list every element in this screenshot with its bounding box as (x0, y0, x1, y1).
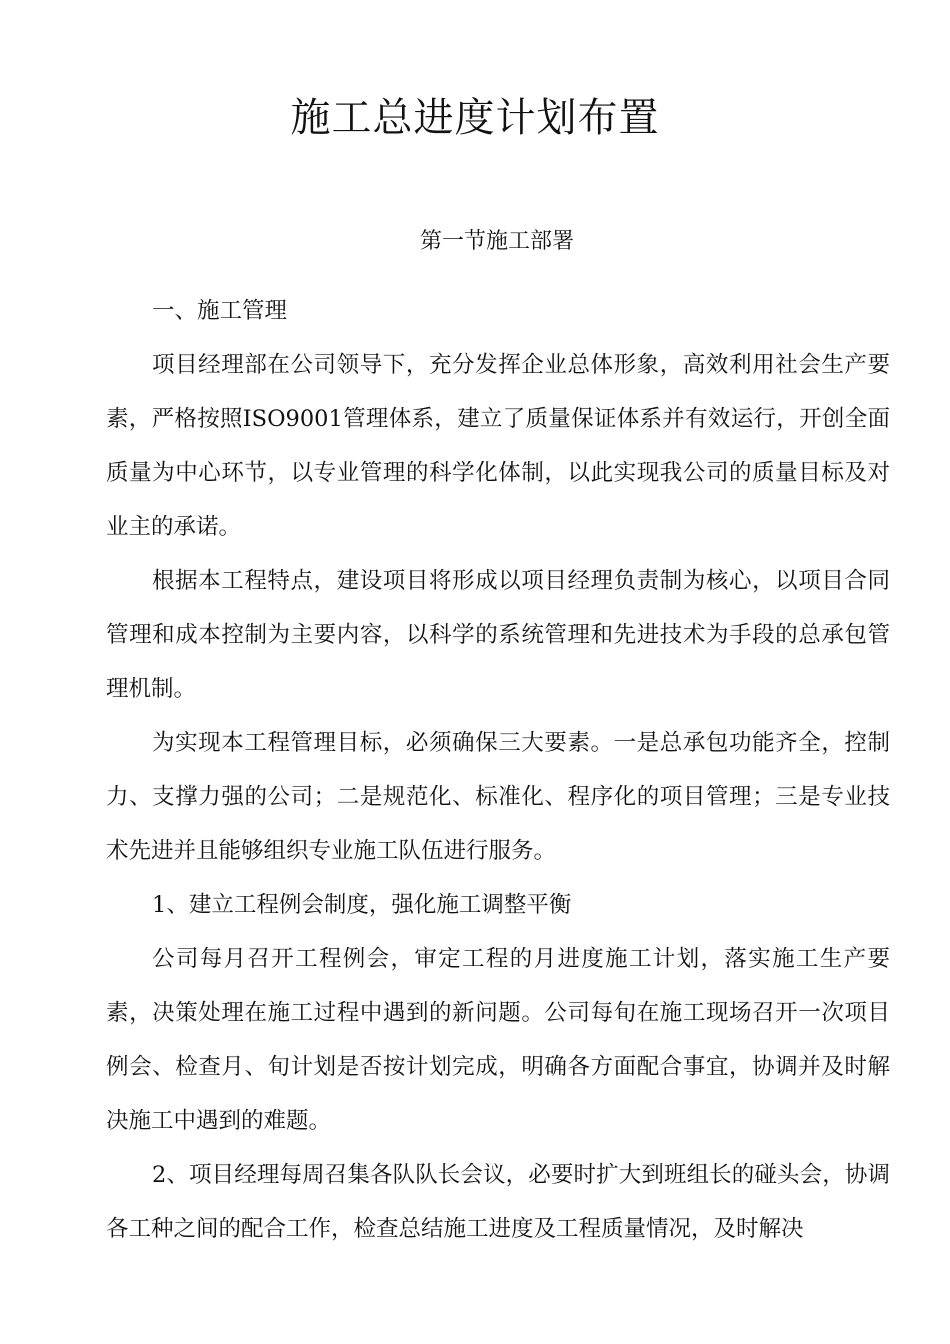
heading-meeting-system: 1、建立工程例会制度，强化施工调整平衡 (152, 892, 572, 918)
paragraph-monthly-meeting: 公司每月召开工程例会，审定工程的月进度施工计划，落实施工生产要素，决策处理在施工过程中遇到的新问题。公司每旬在施工现场召开一次项目例会、检查月、旬计划是否按计划完成，明确各方面配合事宜，协调并及时解决施工中遇到的难题。 (106, 946, 890, 1134)
document-title: 施工总进度计划布置 (290, 95, 660, 141)
paragraph-project-characteristics: 根据本工程特点，建设项目将形成以项目经理负责制为核心，以项目合同管理和成本控制为主要内容，以科学的系统管理和先进技术为手段的总承包管理机制。 (106, 568, 890, 702)
paragraph-management-goals: 为实现本工程管理目标，必须确保三大要素。一是总承包功能齐全，控制力、支撑力强的公司；二是规范化、标准化、程序化的项目管理；三是专业技术先进并且能够组织专业施工队伍进行服务。 (106, 730, 890, 864)
document-body (106, 284, 890, 1256)
paragraph-project-department: 项目经理部在公司领导下，充分发挥企业总体形象，高效利用社会生产要素，严格按照ISO9001管理体系，建立了质量保证体系并有效运行，开创全面质量为中心环节，以专业管理的科学化体制，以此实现我公司的质量目标及对业主的承诺。 (106, 352, 890, 540)
section-title: 第一节施工部署 (419, 229, 574, 254)
paragraph-weekly-meeting: 2、项目经理每周召集各队队长会议，必要时扩大到班组长的碰头会，协调各工种之间的配合工作，检查总结施工进度及工程质量情况，及时解决 (106, 1162, 890, 1242)
heading-construction-management: 一、施工管理 (152, 298, 288, 324)
